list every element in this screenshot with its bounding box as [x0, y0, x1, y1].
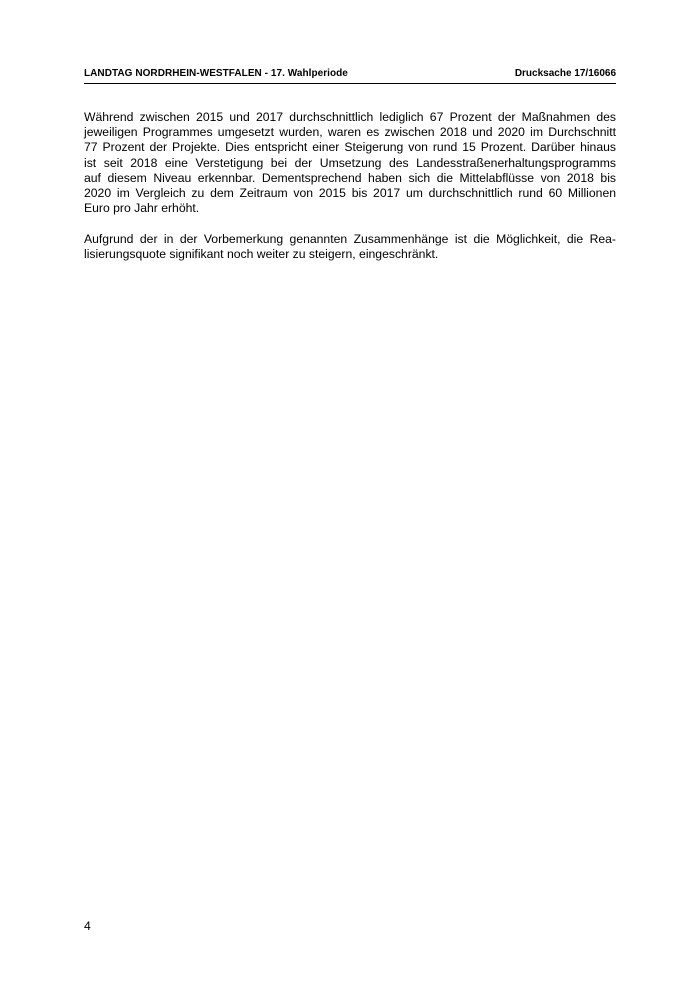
- text-line: Euro pro Jahr erhöht.: [84, 201, 200, 216]
- document-number: Drucksache 17/16066: [514, 68, 616, 79]
- page-header: [84, 66, 616, 84]
- text-line: 2020 im Vergleich zu dem Zeitraum von 2015 bis 2017 um durchschnittlich rund 60 Millionen: [84, 186, 616, 201]
- text-line: auf diesem Niveau erkennbar. Dementsprechend haben sich die Mittelabflüsse von 2018 bis: [84, 170, 616, 185]
- text-line: 77 Prozent der Projekte. Dies entspricht einer Steigerung von rund 15 Prozent. Darüber hinaus: [84, 140, 616, 155]
- text-line: Aufgrund der in der Vorbemerkung genannten Zusammenhänge ist die Möglichkeit, die Rea-: [84, 231, 616, 246]
- body-text: [84, 110, 616, 277]
- text-line: Während zwischen 2015 und 2017 durchschnittlich lediglich 67 Prozent der Maßnahmen des: [84, 110, 616, 124]
- paragraph-1: [84, 110, 616, 216]
- text-line: ist seit 2018 eine Verstetigung bei der Umsetzung des Landesstraßenerhaltungsprogramms: [84, 155, 616, 170]
- paragraph-2: [84, 232, 616, 262]
- header-title: LANDTAG NORDRHEIN-WESTFALEN - 17. Wahlperiode: [84, 68, 348, 79]
- text-line: jeweiligen Programmes umgesetzt wurden, waren es zwischen 2018 und 2020 im Durchschnitt: [84, 125, 616, 140]
- page-number: 4: [84, 919, 91, 933]
- text-line: lisierungsquote signifikant noch weiter zu steigern, eingeschränkt.: [84, 246, 439, 261]
